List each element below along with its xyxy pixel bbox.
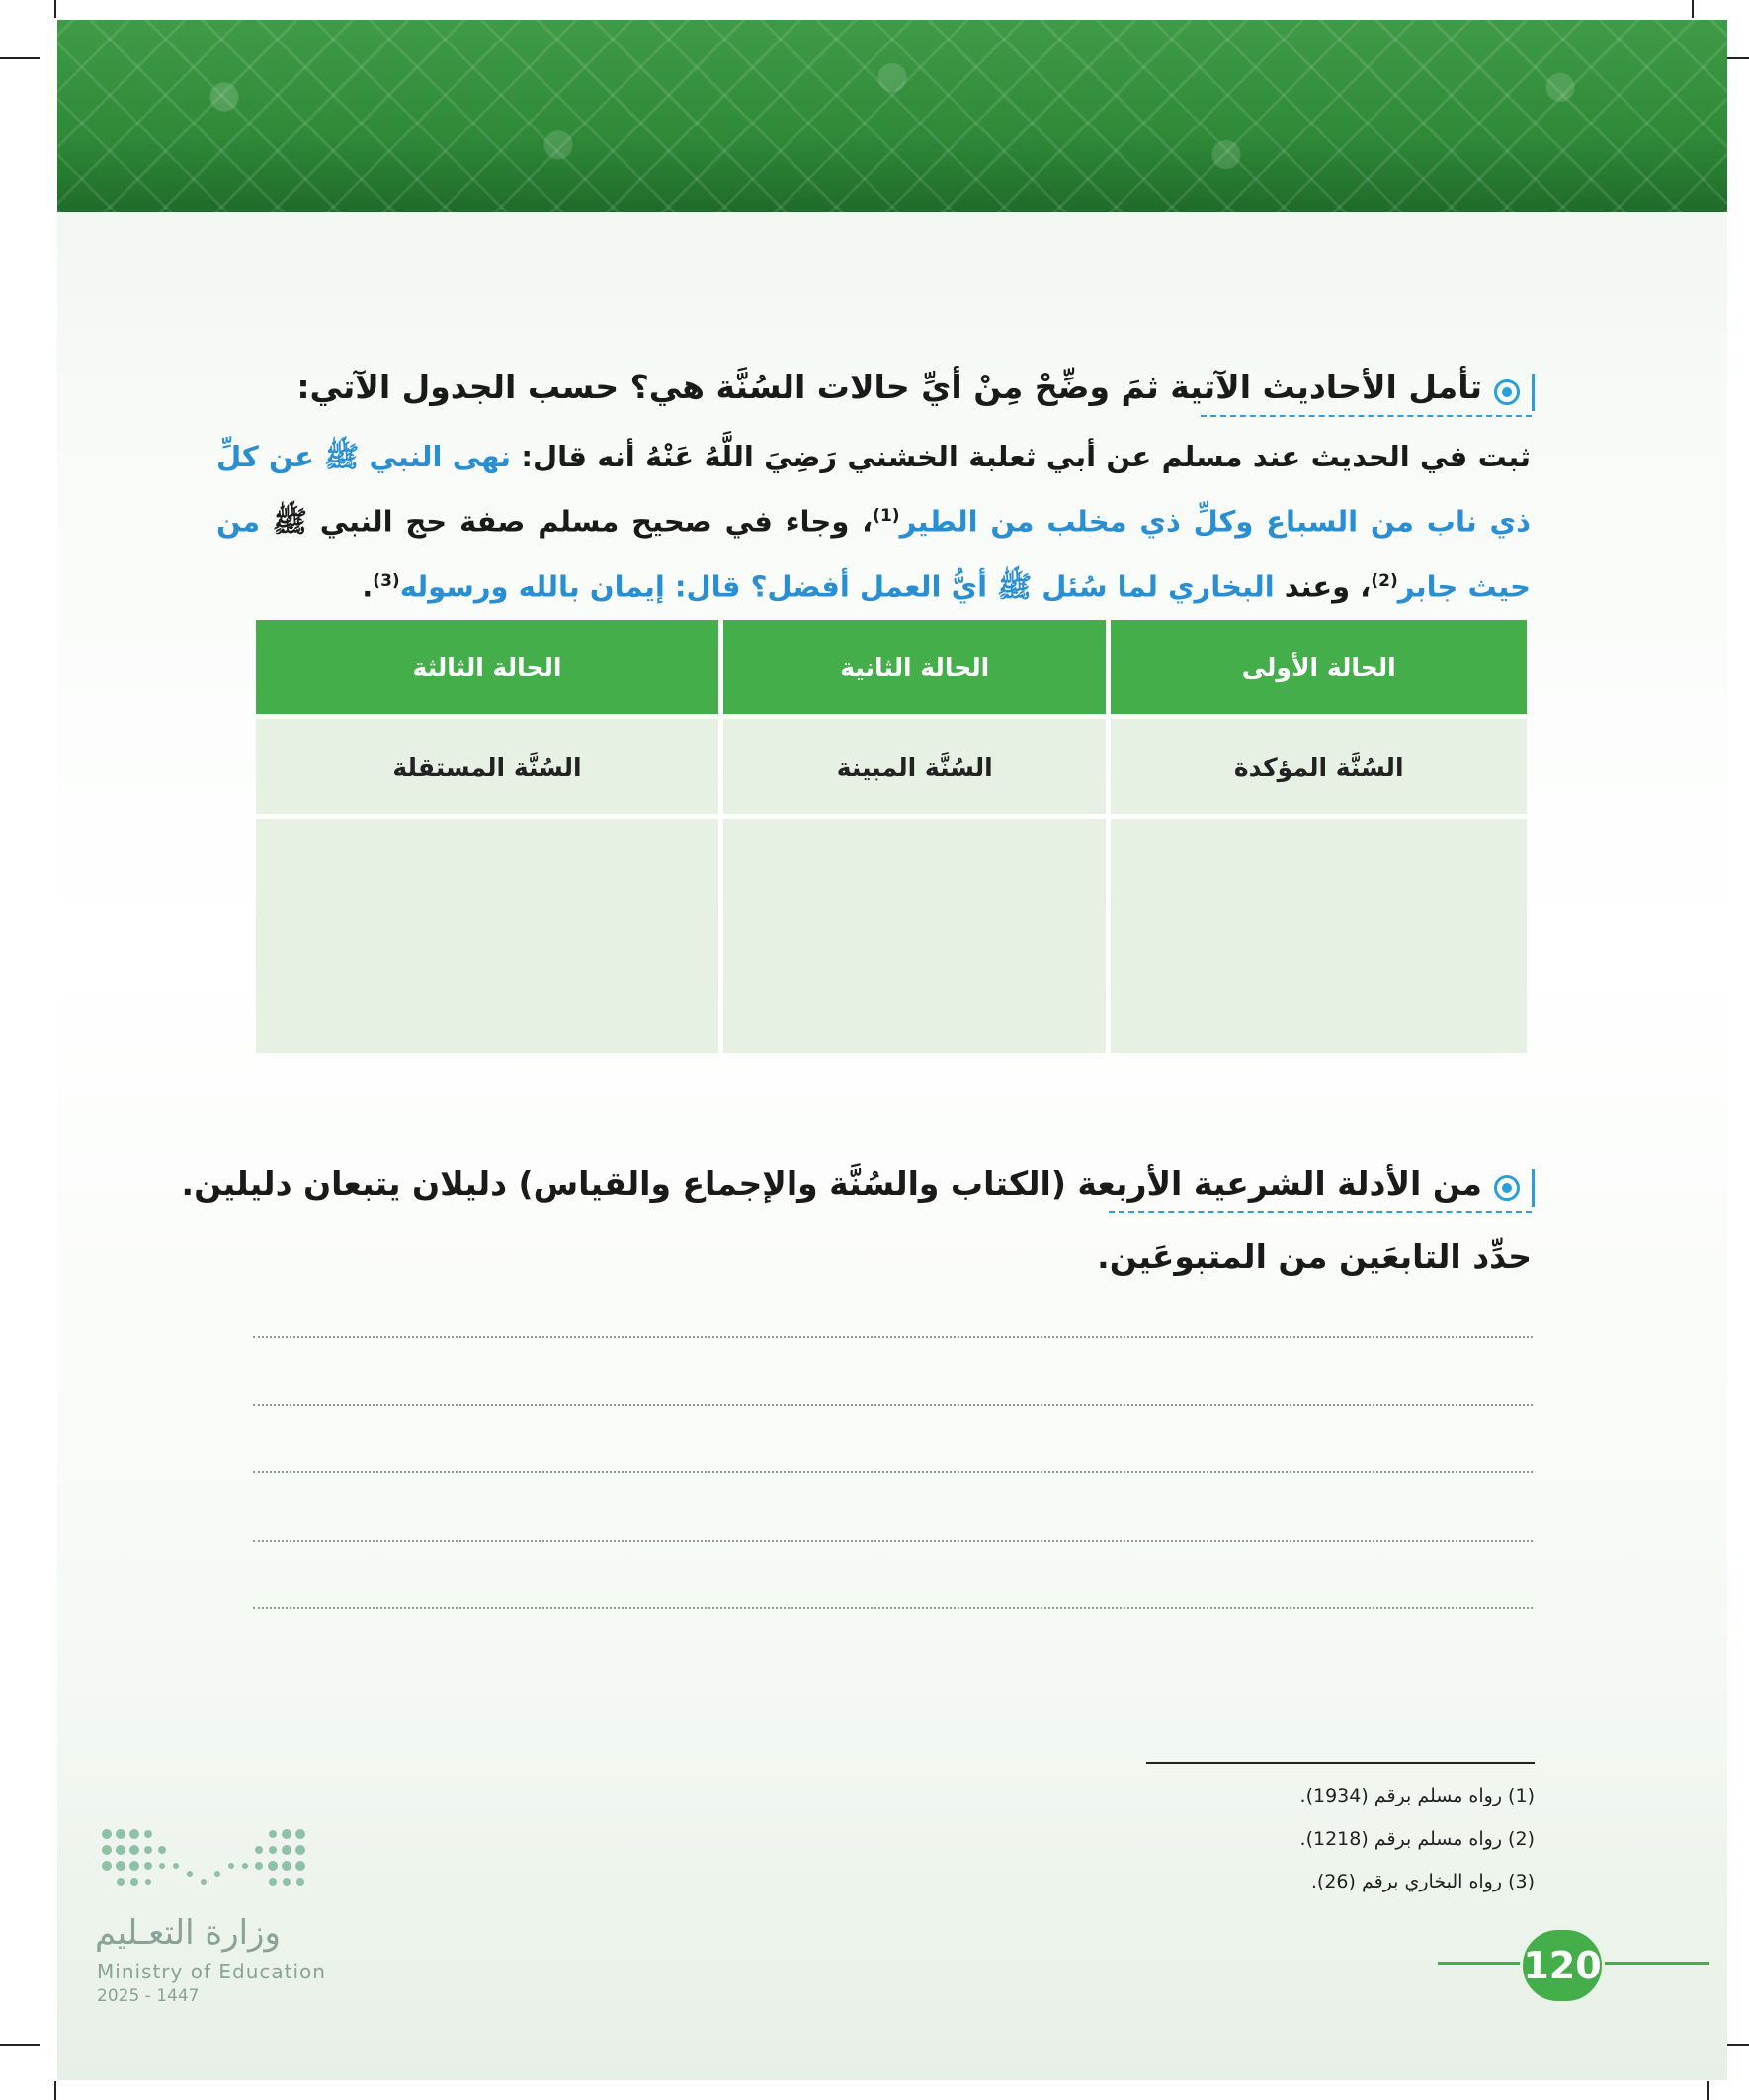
page-number: 120 — [1520, 1927, 1605, 2004]
question-1-prompt: تأمل الأحاديث الآتية ثمَ وضِّحْ مِنْ أيِّ حالات السُنَّة هي؟ حسب الجدول الآتي: — [296, 368, 1482, 406]
header-banner — [57, 20, 1727, 212]
hadith-text: من السباع وكلِّ ذي مخلب من الطير — [899, 504, 1414, 539]
page-number-line — [1601, 1962, 1709, 1965]
question-marker-bar — [1532, 1169, 1535, 1207]
hadith-text: البخاري لما سُئل ﷺ أيُّ العمل أفضل؟ قال: إيمان بالله ورسوله — [399, 569, 1275, 604]
answer-line[interactable] — [253, 1404, 1533, 1406]
table-header: الحالة الأولى — [1111, 620, 1527, 714]
table-cell: السُنَّة المستقلة — [256, 719, 718, 814]
passage-text: ثبت في الحديث عند مسلم عن أبي ثعلبة الخشني رَضِيَ اللَّهُ عَنْهُ أنه قال: — [511, 440, 1532, 473]
answer-line[interactable] — [253, 1540, 1533, 1542]
question-marker-bar — [1532, 374, 1535, 411]
crop-mark — [54, 0, 56, 18]
passage-text: . — [362, 569, 374, 604]
table-cell: السُنَّة المبينة — [723, 719, 1106, 814]
title-underline — [1201, 415, 1532, 417]
footnote-ref: (1) — [873, 506, 900, 526]
footnote-ref: (3) — [373, 570, 400, 591]
crop-mark — [0, 57, 40, 59]
target-bullet-icon — [1494, 379, 1520, 405]
question-1-passage — [216, 427, 1531, 616]
page-number-line — [1438, 1962, 1522, 1965]
answer-cell[interactable] — [723, 819, 1106, 1053]
crop-mark — [1707, 2081, 1709, 2100]
crop-mark — [0, 2044, 40, 2046]
answer-cell[interactable] — [256, 819, 718, 1053]
answer-line[interactable] — [253, 1471, 1533, 1473]
title-underline — [1109, 1211, 1532, 1213]
footnote-ref: (2) — [1371, 570, 1398, 591]
footnote: (3) رواه البخاري برقم (26). — [1310, 1871, 1535, 1892]
answer-line[interactable] — [253, 1336, 1533, 1338]
crop-mark — [54, 2081, 56, 2100]
footnote: (2) رواه مسلم برقم (1218). — [1299, 1828, 1535, 1850]
crop-mark — [1692, 0, 1694, 18]
ministry-name-english: Ministry of Education — [97, 1960, 326, 1983]
ministry-name-arabic: وزارة التعـليم — [95, 1913, 281, 1953]
sunnah-cases-table — [251, 615, 1532, 1058]
table-row-answer — [256, 819, 1527, 1053]
footnote: (1) رواه مسلم برقم (1934). — [1299, 1785, 1535, 1806]
passage-text: ، وجاء في صحيح مسلم صفة حج النبي ﷺ — [260, 504, 874, 539]
passage-text: ، وعند — [1284, 569, 1372, 604]
footnote-divider — [1146, 1762, 1535, 1764]
hadith-text: نهى النبي ﷺ عن كلِّ ذي ناب — [216, 440, 1531, 539]
edition-year: 2025 - 1447 — [97, 1986, 200, 2006]
question-2-line-2: حدِّد التابعَين من المتبوعَين. — [1097, 1237, 1532, 1276]
answer-line[interactable] — [253, 1607, 1533, 1609]
table-header: الحالة الثالثة — [256, 620, 718, 714]
question-2-line-1: من الأدلة الشرعية الأربعة (الكتاب والسُنَّة والإجماع والقياس) دليلان يتبعان دليلين. — [181, 1164, 1482, 1203]
table-header: الحالة الثانية — [723, 620, 1106, 714]
table-header-row — [256, 620, 1527, 714]
target-bullet-icon — [1494, 1175, 1520, 1201]
table-row — [256, 719, 1527, 814]
answer-cell[interactable] — [1111, 819, 1527, 1053]
ministry-logo-icon — [99, 1826, 311, 1895]
table-cell: السُنَّة المؤكدة — [1111, 719, 1527, 814]
hadith-text: من حيث جابر — [216, 504, 1531, 604]
